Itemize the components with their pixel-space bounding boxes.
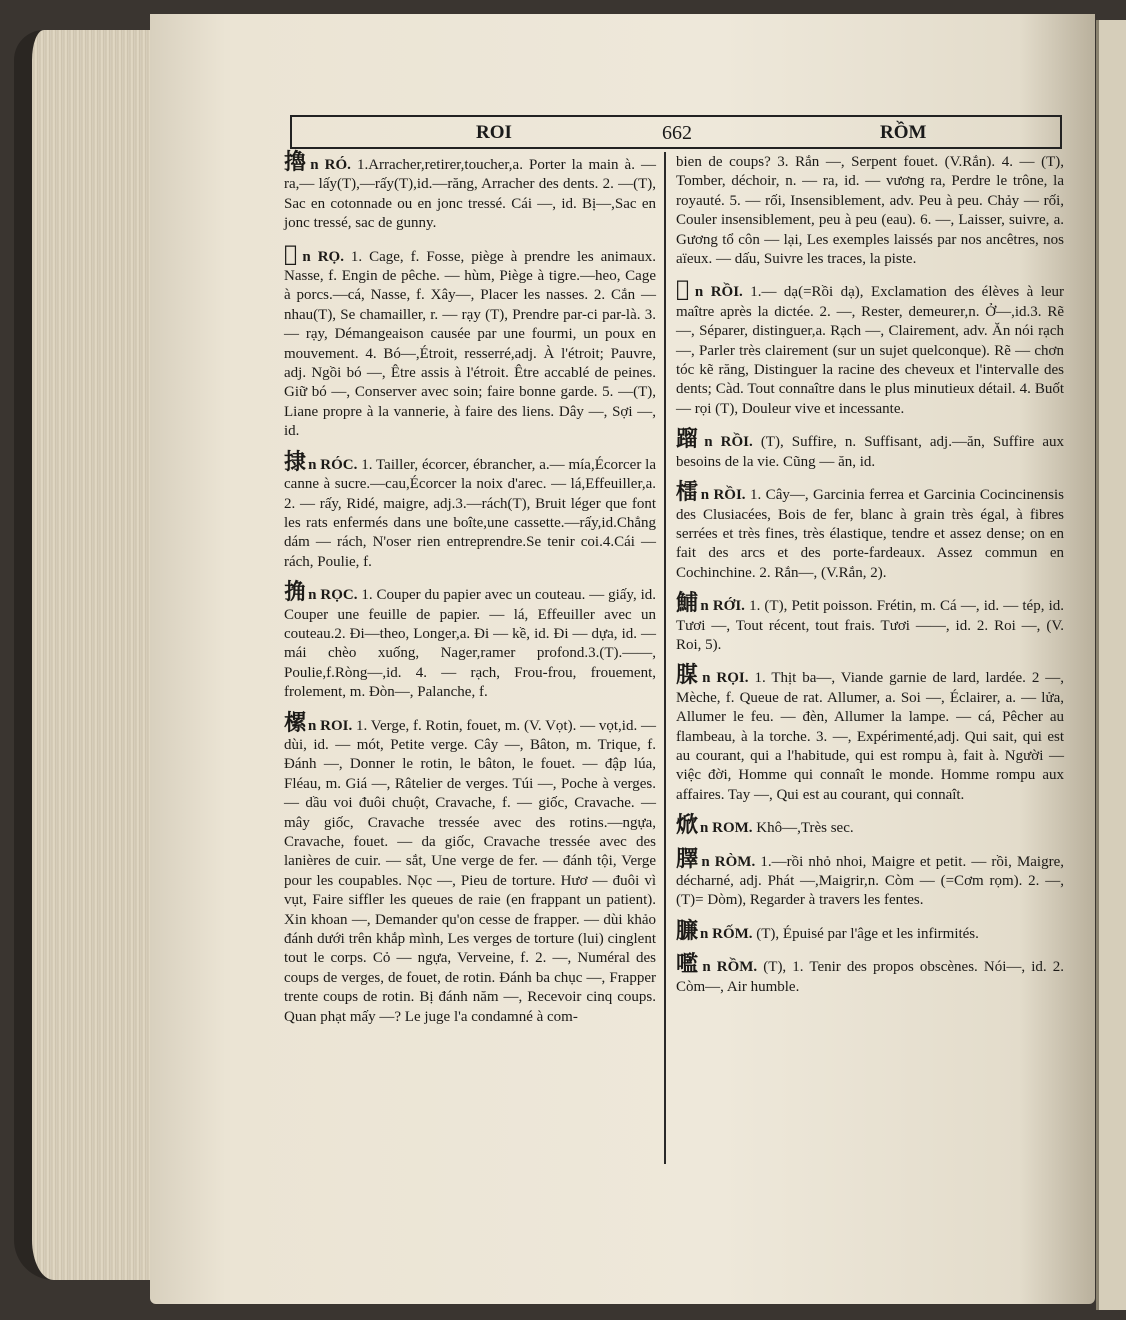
entry-roi-poisson	[676, 591, 1064, 655]
entry-definition: 1. Cage, f. Fosse, piège à prendre les animaux. Nasse, f. Engin de pêche. — hùm, Piège à tigre.—heo, Cage à porcs.—cá, Nasse, f. Xây—, Placer les nasses. 2. Cắn —nhau(T), Se chamailler, r. — rạy (T), Prendre par-ci par-là. 3. — rạy, Démangeaison causée par une fourmi, un poux en mouvement. 4. Bó—,Étroit, resserré,adj. À l'étroit; Pauvre, adj. Ngồi bó —, Être assis à l'étroit. Être accablé de peines. Giữ bó —, Conserver avec soin; faire bonne garde. 5. —(T), Liane propre à la vannerie, à faire des liens. Dây —, Sợi —, id.	[284, 248, 657, 440]
page-header	[290, 115, 1062, 149]
entry-roi-suffire	[676, 427, 1064, 472]
page-number: 662	[662, 122, 692, 144]
entry-definition: 1. Verge, f. Rotin, fouet, m. (V. Vọt). — vọt,id. —dùi, id. — mót, Petite verge. Cây —, Bâton, m. Trique, f. Đánh —, Donner le rotin, le bâton, le fouet. — đập lúa, Fléau, m. Giá —, Râtelier de verges. Túi —, Poche à verges. — dầu voi đuôi chuột, Cravache, f. — giốc, Cravache. — mây giốc, Cravache tressée avec des rotins.—ngựa, Cravache, fouet. — da giốc, Cravache tressée avec des lanières de cuir. — sắt, Une verge de fer. — đánh tội, Verge pour les coupables. Nọc —, Pieu de torture. Hươ — đuôi vì vụt, Faire siffler les queues de raie (en frappant un patient). Xin khoan —, Demander qu'on cesse de frapper. — dùi khảo đánh dưới trên khắp mình, Les verges de torture (lui) cinglent tout le corps. Cỏ — ngựa, Verveine, f. 2. —, Numéral des coups de verges, de fouet, de rotin. Đánh ba chục —, Frapper trente coups de rotin. Bị đánh năm —, Recevoir cinq coups. Quan phạt mấy —? Le juge l'a condamné à com-	[284, 717, 656, 1025]
book-page-edges	[14, 30, 172, 1280]
entry-headword: n ROI.	[308, 717, 353, 734]
entry-character: 臁	[676, 918, 699, 944]
entry-definition: 1. Cây—, Garcinia ferrea et Garcinia Cocincinensis des Clusiacées, Bois de fer, blanc à grain très égal, à fibres serrées et très fines, très élastique, tendre et assez dense; on en fait des arcs et des porte-fardeaux. Assez commun en Cochinchine. 2. Rắn—, (V.Rắn, 2).	[676, 487, 1064, 581]
entry-definition: Khô—,Très sec.	[756, 820, 854, 837]
entry-character: 捸	[284, 449, 307, 475]
header-last-word: RỒM	[880, 122, 927, 143]
entry-definition: 1.— dạ(=Rồi dạ), Exclamation des élèves à leur maître après la dictée. 2. —, Rester, demeurer,n. Ở—,id.3. Rẽ—, Séparer, distinguer,a. Rạch —, Clairement, adv. Ăn nói rạch —, Parler très clairement (sur un sujet quelconque). Rẽ — chơn tóc kẽ răng, Distinguer la racine des cheveux et l'intervalle des dents; Càd. Tout connaître dans le plus minutieux détail. 4. Buốt — rọi (T), Douleur vive et incessante.	[676, 284, 1065, 417]
entry-roc-couper	[284, 580, 656, 702]
entry-definition: (T), 1. Tenir des propos obscènes. Nói—, id. 2. Còm—, Air humble.	[676, 959, 1064, 995]
entry-rom	[676, 813, 1064, 839]
entry-roi-garcinia	[676, 480, 1064, 583]
entry-character: 䐾	[676, 846, 700, 872]
entry-character: 捔	[284, 580, 307, 606]
entry-headword: n RỌI.	[702, 670, 749, 687]
entry-roc	[284, 449, 656, 572]
column-divider	[664, 152, 666, 1164]
entry-headword: n RỚI.	[700, 598, 745, 615]
entry-character: 腜	[676, 663, 701, 689]
entry-headword: n RỌ.	[302, 248, 344, 265]
entry-rom-maigre	[676, 846, 1065, 911]
entry-definition: 1. Thịt ba—, Viande garnie de lard, lardée. 2 —, Mèche, f. Queue de rat. Allumer, a. Soi —, Éclairer, a. — lửa, Allumer le feu. — đèn, Allumer la lampe. — cá, Pêcher au flambeau, à la torche. 3. —, Expérimenté,adj. Qui sait, qui est au courant, qui a l'habitude, qui est rompu à, fait à. Người — việc đời, Homme qui connaît le monde. Homme rompu aux affaires. Tay —, Qui est au courant, qui connaît.	[676, 670, 1064, 803]
entry-ro	[284, 150, 656, 234]
entry-roi	[284, 710, 656, 1028]
entry-headword: n RỒI.	[694, 284, 743, 301]
entry-definition: 1. (T), Petit poisson. Frétin, m. Cá —, id. — tép, id. Tươi —, Tout récent, tout frais. Tươi ——, id. 2. Roi —, (V. Roi, 5).	[676, 598, 1064, 653]
entry-rom-epuise	[676, 918, 1064, 944]
entry-character: 𠻀	[676, 277, 693, 303]
entry-character: 檑	[676, 480, 699, 506]
entry-definition: 1. Couper du papier avec un couteau. — giấy, id. Couper une feuille de papier. — lá, Effeuiller avec un couteau.2. Đi—theo, Longer,a. Đi — kề, id. Đi — dựa, id. — mái chèo xuống, Nager,ramer profond.3.(T).——, Poulie,f.Ròng—,id. 4. — rạch, Frou-frou, frouement, frolement, m. Đòn—, Palanche, f.	[284, 587, 656, 701]
entry-definition: 1.—rồi nhỏ nhoi, Maigre et petit. — rồi, Maigre, décharné, adj. Phát —,Maigrir,n. Còm — (=Cơm rọm). 2. —, (T)= Dòm), Regarder à travers les fentes.	[676, 853, 1065, 909]
entry-headword: n ROM.	[700, 820, 753, 837]
entry-headword: n RÒM.	[701, 853, 756, 870]
entry-definition: (T), Suffire, n. Suffisant, adj.—ăn, Suffire aux besoins de la vie. Cũng — ăn, id.	[676, 434, 1064, 470]
entry-character: 𥴟	[284, 241, 301, 267]
entry-character: 鯆	[676, 591, 699, 617]
entry-headword: n RỒI.	[700, 487, 746, 504]
entry-character: 擼	[284, 150, 309, 175]
header-first-word: ROI	[476, 122, 512, 143]
entry-rom-propos	[676, 952, 1064, 997]
entry-headword: n RỒI.	[704, 434, 753, 451]
entry-character: 蹓	[676, 427, 703, 453]
entry-definition: 1. Tailler, écorcer, ébrancher, a.— mía,Écorcer la canne à sucre.—cau,Écorcer la noix d'arec. — lá,Effeuiller,a. 2. — rấy, Ridé, maigre, adj.3.—rách(T), Bruit léger que font les rats enfermés dans une boîte,une cassette.—rấy,id.Chẳng dám — rách, N'oser rien entreprendre.Se tenir coi.4.Cái — rách, Poulie, f.	[284, 456, 656, 570]
entry-continuation: bien de coups? 3. Rắn —, Serpent fouet. (V.Rắn). 4. — (T), Tomber, déchoir, n. — ra, id. — vương ra, Perdre le trône, la royauté. 5. — rối, Insensiblement, adv. Peu à peu. Chảy — rối, Couler insensiblement, peu à peu (eau). 6. —, Laisser, suivre, a. Gương tổ côn — lại, Les exemples laissés par nos ancêtres, nos aïeux. — dấu, Suivre les traces, la piste.	[676, 154, 1064, 268]
entry-definition: (T), Épuisé par l'âge et les infirmités.	[756, 925, 979, 942]
entry-headword: n RÓ.	[310, 157, 351, 173]
left-column	[284, 150, 657, 1038]
entry-headword: n RỌC.	[308, 587, 358, 604]
right-column	[676, 153, 1064, 1008]
entry-ro-cage	[284, 241, 657, 442]
entry-character: 焮	[676, 813, 699, 839]
facing-page-edge	[1096, 20, 1126, 1310]
entry-headword: n RỒM.	[702, 959, 758, 976]
entry-headword: n RÓC.	[308, 456, 358, 473]
entry-roi-lard	[676, 663, 1064, 805]
entry-character: 樏	[284, 710, 307, 736]
entry-character: 嚂	[676, 952, 701, 978]
entry-headword: n RỐM.	[700, 925, 753, 942]
entry-roi-exclamation	[676, 277, 1065, 419]
entry-definition: 1.Arracher,retirer,toucher,a. Porter la main à. — ra,— lấy(T),—rấy(T),id.—răng, Arracher des dents. 2. —(T), Sac en cotonnade ou en jonc tressé. Cái —, id. Bị—,Sac en jonc tressé, sac de gunny.	[284, 157, 656, 232]
